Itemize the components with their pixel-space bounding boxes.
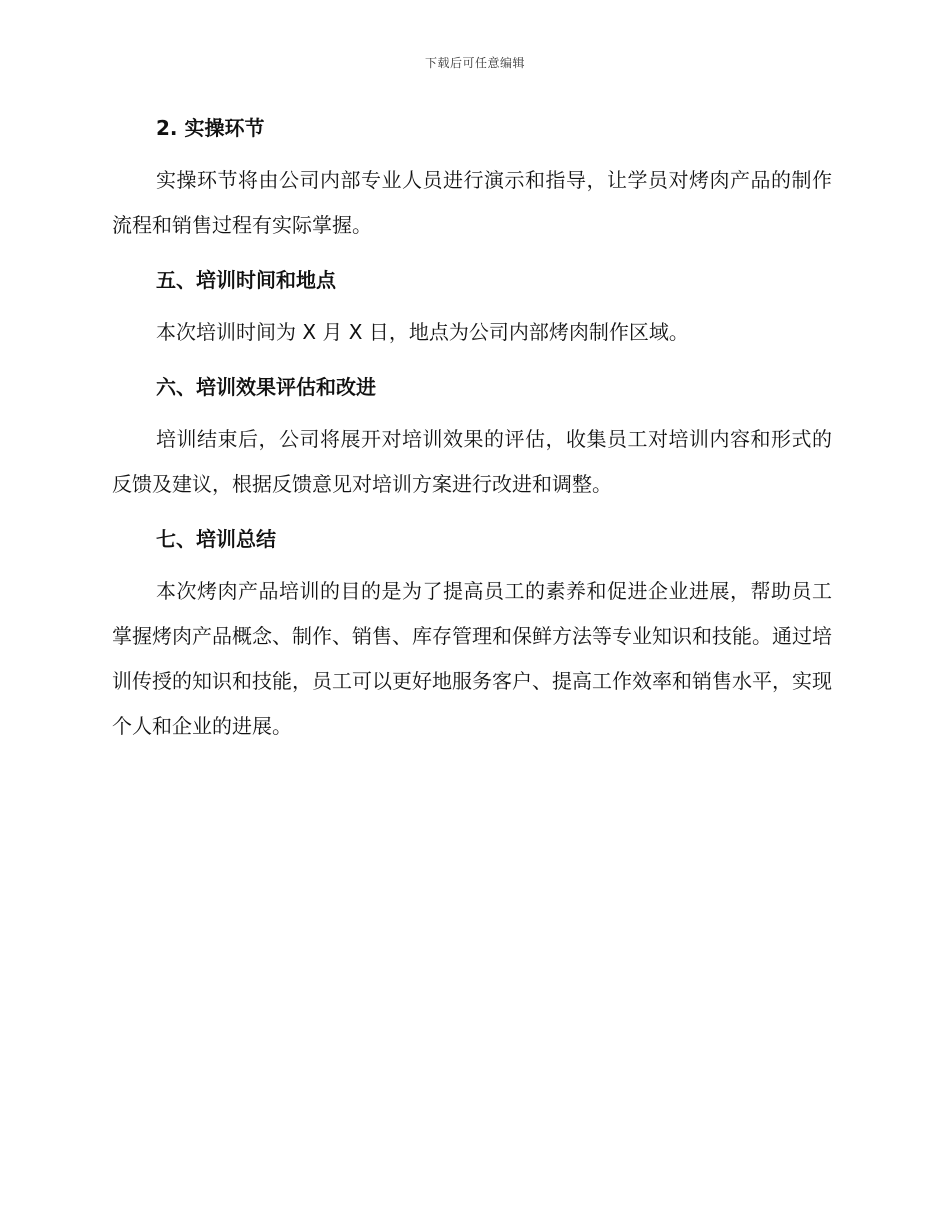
- section-paragraph-summary: 本次烤肉产品培训的目的是为了提高员工的素养和促进企业进展，帮助员工掌握烤肉产品概念、制作、销售、库存管理和保鲜方法等专业知识和技能。通过培训传授的知识和技能，员工可以更好地服务客户、提高工作效率和销售水平，实现个人和企业的进展。: [112, 579, 832, 738]
- section-paragraph-evaluation: 培训结束后，公司将展开对培训效果的评估，收集员工对培训内容和形式的反馈及建议，根据反馈意见对培训方案进行改进和调整。: [112, 427, 832, 496]
- document-body: [112, 112, 832, 749]
- section-heading-summary: 七、培训总结: [156, 527, 276, 551]
- section-heading-practice: 2. 实操环节: [156, 116, 265, 140]
- page-header: 下载后可任意编辑: [424, 56, 525, 70]
- section-paragraph-practice: 实操环节将由公司内部专业人员进行演示和指导，让学员对烤肉产品的制作流程和销售过程有实际掌握。: [112, 168, 832, 237]
- section-paragraph-time-location: 本次培训时间为 X 月 X 日，地点为公司内部烤肉制作区域。: [156, 320, 689, 344]
- section-heading-time-location: 五、培训时间和地点: [156, 268, 336, 292]
- section-heading-evaluation: 六、培训效果评估和改进: [156, 375, 376, 399]
